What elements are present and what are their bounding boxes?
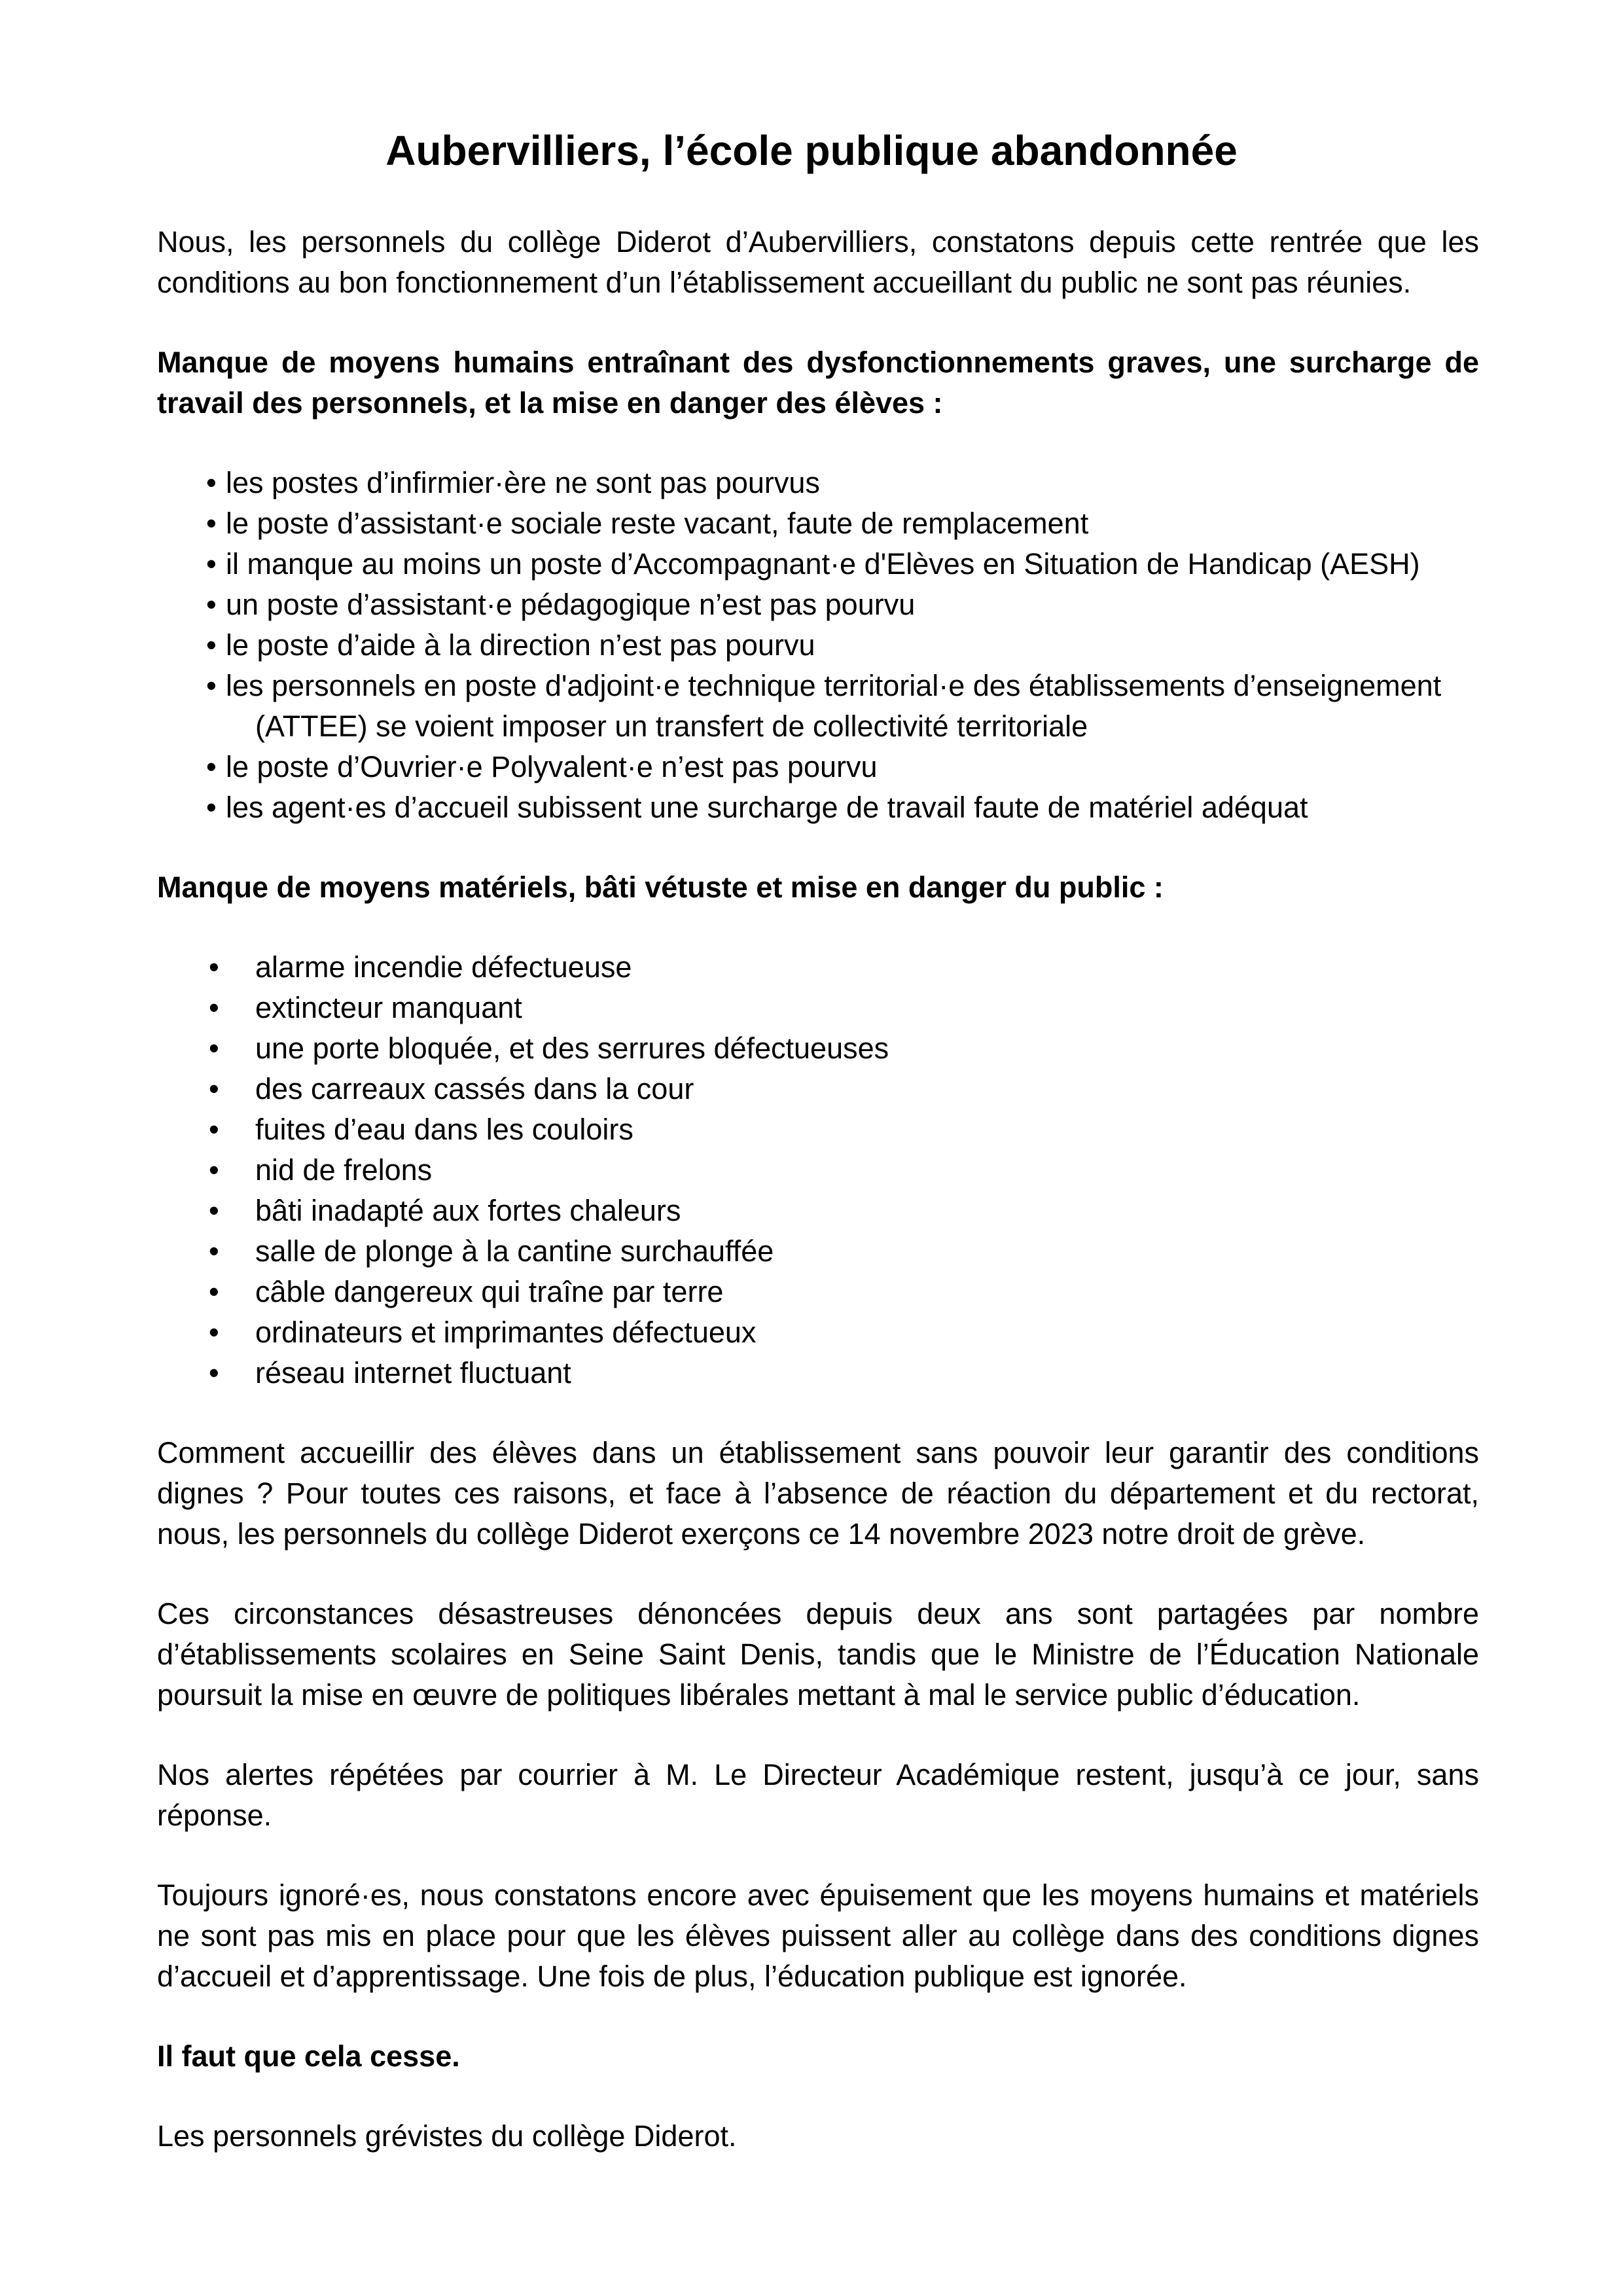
material-resources-list (157, 947, 1479, 1393)
list-item: • des carreaux cassés dans la cour (157, 1069, 1479, 1109)
bullet-icon: • (206, 669, 217, 702)
bullet-icon: • (206, 791, 217, 824)
bullet-icon: • (206, 466, 217, 499)
list-item: • un poste d’assistant·e pédagogique n’est pas pourvu (157, 584, 1479, 625)
paragraph-alerts: Nos alertes répétées par courrier à M. Le Directeur Académique restent, jusqu’à ce jour, sans réponse. (157, 1758, 1479, 1832)
bullet-icon: • (209, 1072, 219, 1105)
list-item: • salle de plonge à la cantine surchauffée (157, 1231, 1479, 1272)
bullet-icon: • (209, 1194, 219, 1227)
bullet-icon: • (209, 1153, 219, 1187)
human-resources-list (157, 463, 1479, 828)
bullet-icon: • (209, 950, 219, 984)
signature: Les personnels grévistes du collège Diderot. (157, 2119, 737, 2153)
section-heading-human-resources: Manque de moyens humains entraînant des dysfonctionnements graves, une surcharge de travail des personnels, et la mise en danger des élèves : (157, 346, 1479, 420)
bullet-icon: • (206, 588, 217, 621)
list-item: • câble dangereux qui traîne par terre (157, 1272, 1479, 1312)
list-item: • fuites d’eau dans les couloirs (157, 1109, 1479, 1150)
list-item: • il manque au moins un poste d’Accompagnant·e d'Elèves en Situation de Handicap (AESH) (157, 544, 1479, 584)
paragraph-circumstances: Ces circonstances désastreuses dénoncées depuis deux ans sont partagées par nombre d’établissements scolaires en Seine Saint Denis, tandis que le Ministre de l’Éducation Nationale poursuit la mise en œuvre de politiques libérales mettant à mal le service public d’éducation. (157, 1597, 1479, 1712)
list-item-continuation: (ATTEE) se voient imposer un transfert de collectivité territoriale (255, 709, 1088, 743)
list-item: • alarme incendie défectueuse (157, 947, 1479, 988)
list-item: • les personnels en poste d'adjoint·e technique territorial·e des établissements d’enseignement (ATTEE) se voient imposer un transfert de collectivité territoriale (157, 666, 1479, 747)
list-item: • nid de frelons (157, 1150, 1479, 1191)
list-item: • réseau internet fluctuant (157, 1353, 1479, 1393)
list-item: • le poste d’aide à la direction n’est pas pourvu (157, 625, 1479, 666)
list-item: • une porte bloquée, et des serrures défectueuses (157, 1028, 1479, 1069)
bullet-icon: • (206, 628, 217, 662)
bullet-icon: • (209, 1356, 219, 1390)
intro-paragraph: Nous, les personnels du collège Diderot d’Aubervilliers, constatons depuis cette rentrée que les conditions au bon fonctionnement d’un l’établissement accueillant du public ne sont pas réunies. (157, 225, 1479, 299)
list-item: • les postes d’infirmier·ère ne sont pas pourvus (157, 463, 1479, 503)
bullet-icon: • (206, 750, 217, 783)
paragraph-question: Comment accueillir des élèves dans un établissement sans pouvoir leur garantir des conditions dignes ? Pour toutes ces raisons, et face à l’absence de réaction du département et du rectorat, nous, les personnels du collège Diderot exerçons ce 14 novembre 2023 notre droit de grève. (157, 1436, 1479, 1551)
paragraph-ignored: Toujours ignoré·es, nous constatons encore avec épuisement que les moyens humains et matériels ne sont pas mis en place pour que les élèves puissent aller au collège dans des conditions dignes d’accueil et d’apprentissage. Une fois de plus, l’éducation publique est ignorée. (157, 1878, 1479, 1993)
bullet-icon: • (206, 547, 217, 581)
list-item: • le poste d’assistant·e sociale reste vacant, faute de remplacement (157, 503, 1479, 544)
list-item: • extincteur manquant (157, 988, 1479, 1028)
document-body (157, 222, 1479, 2157)
bullet-icon: • (209, 1275, 219, 1308)
section-heading-material-resources: Manque de moyens matériels, bâti vétuste et mise en danger du public : (157, 870, 1164, 904)
bullet-icon: • (209, 991, 219, 1024)
list-item: • les agent·es d’accueil subissent une surcharge de travail faute de matériel adéquat (157, 787, 1479, 828)
bullet-icon: • (209, 1031, 219, 1065)
list-item: • le poste d’Ouvrier·e Polyvalent·e n’est pas pourvu (157, 747, 1479, 787)
bullet-icon: • (206, 507, 217, 540)
bullet-icon: • (209, 1234, 219, 1268)
list-item: • bâti inadapté aux fortes chaleurs (157, 1191, 1479, 1231)
bullet-icon: • (209, 1316, 219, 1349)
bullet-icon: • (209, 1113, 219, 1146)
document-title: Aubervilliers, l’école publique abandonnée (385, 127, 1238, 174)
closing-statement: Il faut que cela cesse. (157, 2039, 460, 2073)
list-item: • ordinateurs et imprimantes défectueux (157, 1312, 1479, 1353)
